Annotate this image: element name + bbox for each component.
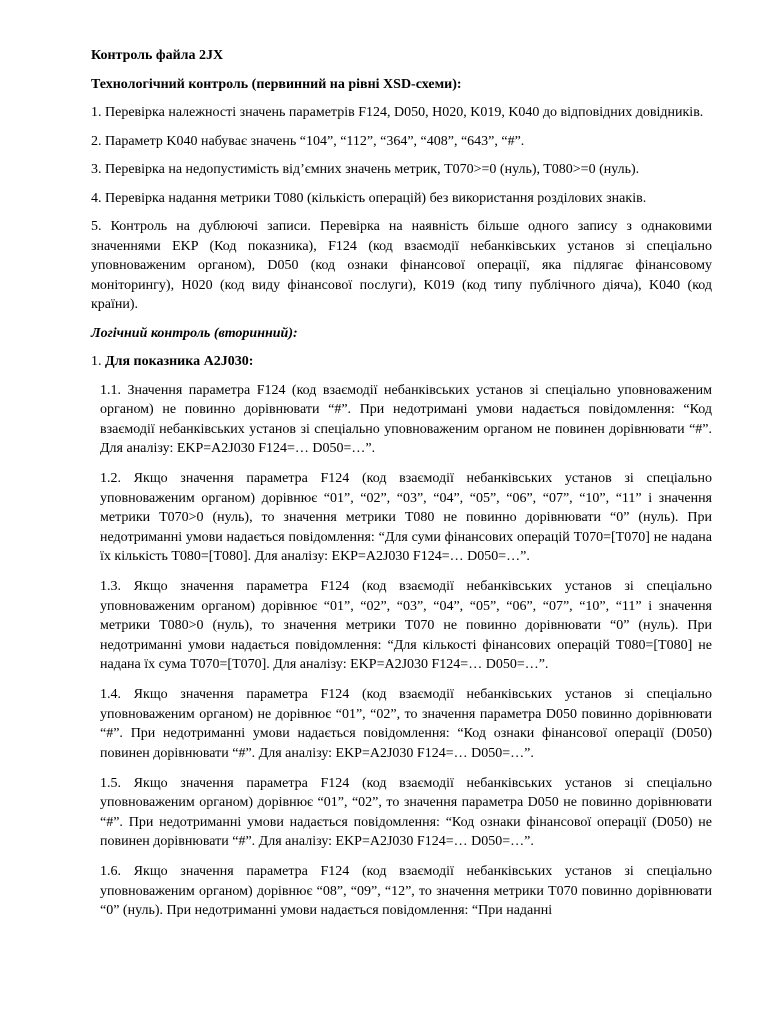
indicator-heading bbox=[91, 352, 712, 372]
tech-item: 3. Перевірка на недопустимість від’ємних значень метрик, T070>=0 (нуль), T080>=0 (нуль). bbox=[91, 162, 640, 177]
tech-item: 5. Контроль на дублюючі записи. Перевірка на наявність більше одного запису з однаковими значеннями EKP (Код показника), F124 (код взаємодії небанківських установ зі спеціально уповноваженим органом), D050 (код ознаки фінансової операції, яка підлягає фінансовому моніторингу), H020 (код виду фінансової послуги), K019 (код типу публічного діяча), K040 (код країни). bbox=[91, 219, 712, 312]
document-title: Контроль файла 2JX bbox=[91, 48, 224, 63]
logic-control-heading: Логічний контроль (вторинний): bbox=[91, 325, 298, 341]
tech-item: 2. Параметр K040 набуває значень “104”, “112”, “364”, “408”, “643”, “#”. bbox=[91, 133, 525, 149]
indicator-number: 1. bbox=[91, 354, 102, 369]
rule-item: 1.4. Якщо значення параметра F124 (код взаємодії небанківських установ зі спеціально уповноваженим органом) не дорівнює “01”, “02”, то значення параметра D050 повинно дорівнювати “#”. При недотриманні умови надається повідомлення: “Код ознаки фінансової операції (D050) повинен дорівнювати “#”. Для аналізу: EKP=A2J030 F124=… D050=…”. bbox=[100, 687, 712, 761]
indicator-label: Для показника A2J030: bbox=[105, 354, 254, 369]
rule-item: 1.6. Якщо значення параметра F124 (код взаємодії небанківських установ зі спеціально уповноваженим органом) дорівнює “08”, “09”, “12”, то значення метрики T070 повинно дорівнювати “0” (нуль). При недотриманні умови надається повідомлення: “При наданні bbox=[100, 864, 712, 918]
rule-item: 1.2. Якщо значення параметра F124 (код взаємодії небанківських установ зі спеціально уповноваженим органом) дорівнює “01”, “02”, “03”, “04”, “05”, “06”, “07”, “10”, “11” і значення метрики T070>0 (нуль), то значення метрики T080 не повинно дорівнювати “0” (нуль). При недотриманні умови надається повідомлення: “Для суми фінансових операцій T070=[T070] не надана їх кількість T080=[T080]. Для аналізу: EKP=A2J030 F124=… D050=…”. bbox=[100, 471, 712, 564]
tech-item: 4. Перевірка надання метрики T080 (кількість операцій) без використання розділових знаків. bbox=[91, 190, 647, 206]
rule-item: 1.1. Значення параметра F124 (код взаємодії небанківських установ зі спеціально уповноваженим органом) не повинно дорівнювати “#”. При недотримані умови надається повідомлення: “Код взаємодії небанківських установ зі спеціально уповноваженим органом не повинен дорівнювати “#”. Для аналізу: EKP=A2J030 F124=… D050=…”. bbox=[100, 382, 712, 456]
tech-item: 1. Перевірка належності значень параметрів F124, D050, H020, K019, K040 до відповідних довідників. bbox=[91, 105, 704, 120]
rule-item: 1.3. Якщо значення параметра F124 (код взаємодії небанківських установ зі спеціально уповноваженим органом) дорівнює “01”, “02”, “03”, “04”, “05”, “06”, “07”, “10”, “11” і значення метрики T080>0 (нуль), то значення метрики T070 не повинно дорівнювати “0” (нуль). При недотриманні умови надається повідомлення: “Для кількості фінансових операцій T080=[T080] не надана їх сума T070=[T070]. Для аналізу: EKP=A2J030 F124=… D050=…”. bbox=[100, 579, 712, 672]
rule-item: 1.5. Якщо значення параметра F124 (код взаємодії небанківських установ зі спеціально уповноваженим органом) дорівнює “01”, “02”, то значення параметра D050 не повинно дорівнювати “#”. При недотриманні умови надається повідомлення: “Код ознаки фінансової операції (D050) не повинен дорівнювати “#”. Для аналізу: EKP=A2J030 F124=… D050=…”. bbox=[100, 775, 712, 849]
tech-control-heading: Технологічний контроль (первинний на рівні XSD-схеми): bbox=[91, 76, 462, 92]
